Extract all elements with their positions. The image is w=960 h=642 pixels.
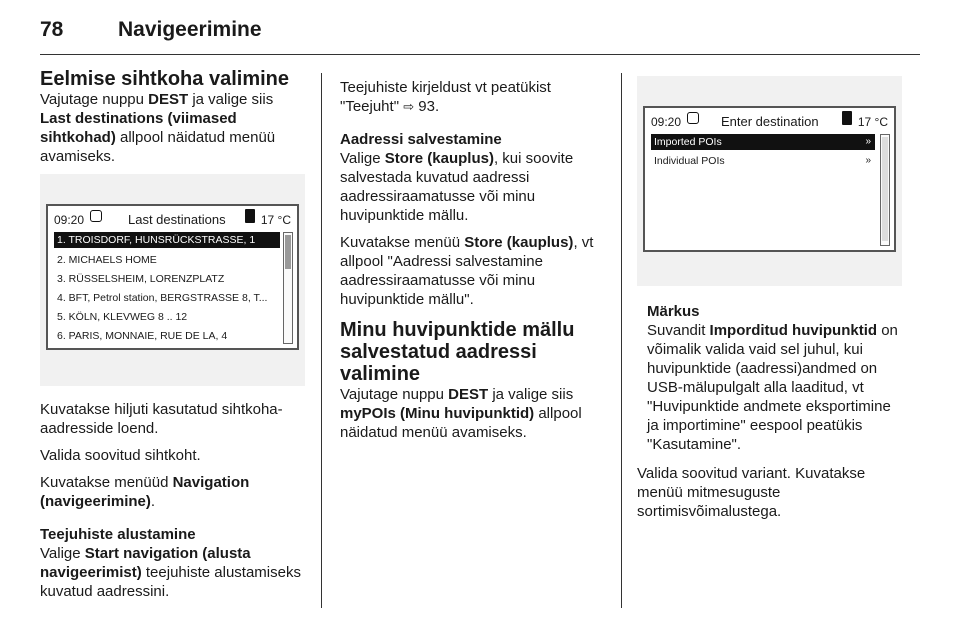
page-reference-arrow-icon: ⇨ [403,99,415,114]
scrollbar-thumb[interactable] [882,137,888,241]
column-divider [621,73,622,608]
clock-icon [687,112,699,124]
screen-illustration-last-destinations [40,174,305,386]
column-1 [40,68,305,609]
paragraph: Kuvatakse menüü Store (kauplus), vt allpool "Aadressi salvestamine aadressiraamatusse või minu huvipunktide mällu". [340,234,594,308]
screen-title: Enter destination [721,114,819,129]
scrollbar[interactable] [283,232,293,344]
section-heading: Eelmise sihtkoha valimine [40,68,289,90]
column-3 [637,76,902,529]
paragraph: Valida soovitud sihtkoht. [40,447,201,464]
temperature-icon [842,111,852,125]
chevron-right-icon: » [865,136,871,147]
note-title: Märkus [647,303,700,320]
paragraph: Valida soovitud variant. Kuvatakse menüü mitmesuguste sortimisvõimalustega. [637,465,866,520]
page-title: Navigeerimine [118,18,262,41]
note-text: Suvandit Imporditud huvipunktid on võimalik valida vaid sel juhul, kui huvipunktide (aadressi)andmed on USB-mälupulgalt alla laaditud, vt "Huvipunktide andmete eksportimine ja importimine" eespool peatükis "Kasutamine". [647,322,898,453]
scrollbar-thumb[interactable] [285,235,291,269]
list-item[interactable]: 2. MICHAELS HOME [57,254,157,266]
scrollbar[interactable] [880,134,890,246]
paragraph: Valige Store (kauplus), kui soovite salvestada kuvatud aadressi aadressiraamatusse või minu huvipunktide mällu. [340,150,574,224]
section-heading: Minu huvipunktide mällu salvestatud aadressi valimine [340,319,575,385]
list-item-imported-pois[interactable]: Imported POIs » [651,134,875,150]
list-item[interactable]: 3. RÜSSELSHEIM, LORENZPLATZ [57,273,225,285]
screen-illustration-enter-destination [637,76,902,286]
temperature-icon [245,209,255,223]
column-2 [340,78,605,450]
temperature: 17 °C [857,115,888,129]
chevron-right-icon: » [865,155,871,166]
clock-time: 09:20 [651,115,682,129]
paragraph: Vajutage nuppu DEST ja valige siis myPOIs (Minu huvipunktid) allpool näidatud menüü avamiseks. [340,386,582,441]
header-rule [40,54,920,55]
page-number: 78 [40,18,64,41]
paragraph: Valige Start navigation (alusta navigeerimist) teejuhiste alustamiseks kuvatud aadressini. [40,545,301,600]
screen-header [645,108,894,132]
clock-icon [90,210,102,222]
list-item-individual-pois[interactable]: Individual POIs » [654,155,871,167]
note-box [647,302,902,454]
screen-header [48,206,297,230]
subheading: Teejuhiste alustamine [40,526,196,543]
paragraph: Kuvatakse hiljuti kasutatud sihtkoha-aadresside loend. [40,401,283,437]
list-item[interactable]: 5. KÖLN, KLEVWEG 8 .. 12 [57,311,188,323]
subheading: Aadressi salvestamine [340,131,502,148]
list-item[interactable]: 6. PARIS, MONNAIE, RUE DE LA, 4 [57,330,228,342]
paragraph: Teejuhiste kirjeldust vt peatükist "Teejuht" ⇨ 93. [340,79,551,115]
list-item[interactable]: 1. TROISDORF, HUNSRÜCKSTRASSE, 1 [54,232,280,248]
display-screen [46,204,299,350]
screen-title: Last destinations [128,212,226,227]
display-screen [643,106,896,252]
column-divider [321,73,322,608]
paragraph: Vajutage nuppu DEST ja valige siis Last destinations (viimased sihtkohad) allpool näidatud menüü avamiseks. [40,91,276,165]
clock-time: 09:20 [54,213,85,227]
temperature: 17 °C [260,213,291,227]
paragraph: Kuvatakse menüüd Navigation (navigeerimine). [40,474,250,510]
list-item[interactable]: 4. BFT, Petrol station, BERGSTRASSE 8, T... [57,292,268,304]
page-header [40,14,920,58]
